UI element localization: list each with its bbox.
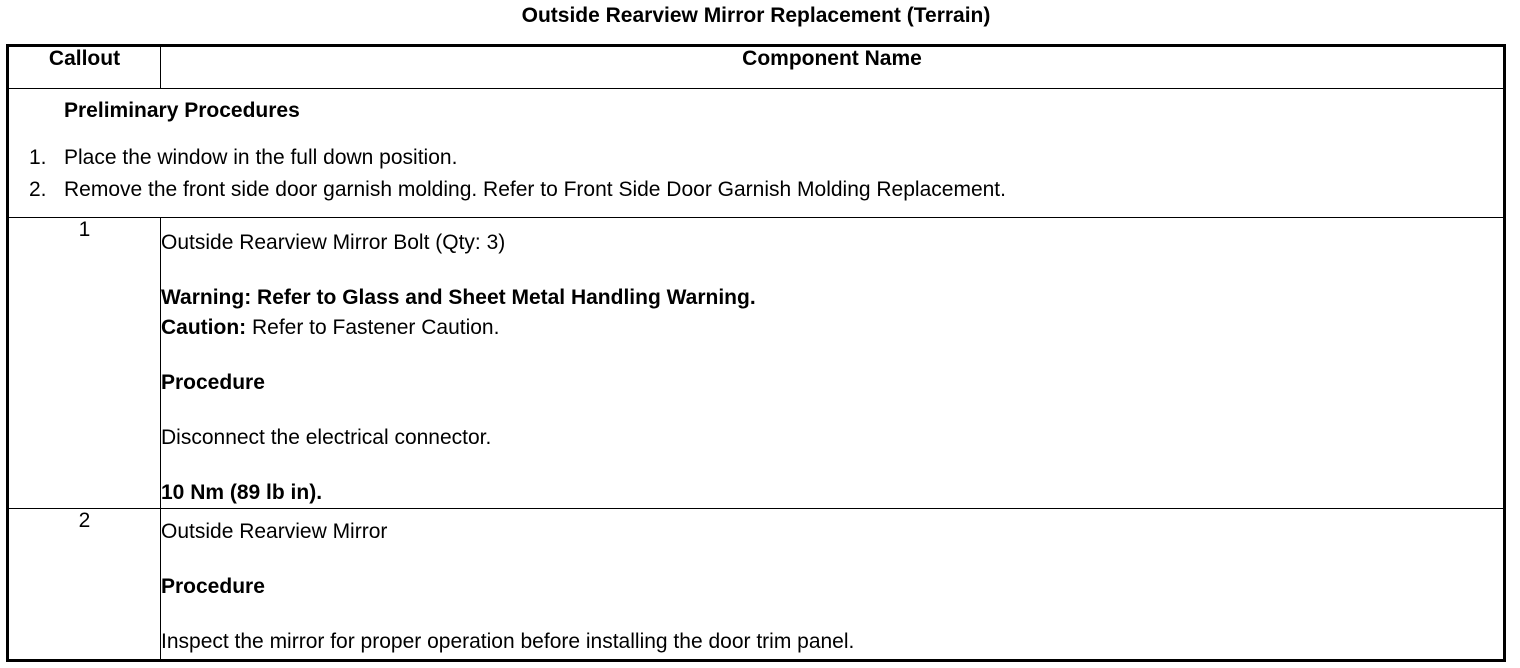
preliminary-step	[9, 174, 1503, 206]
caution-label: Caution:	[161, 316, 247, 339]
procedure-table	[6, 44, 1506, 662]
preliminary-step	[9, 142, 1503, 174]
procedure-text: Inspect the mirror for proper operation before installing the door trim panel.	[161, 630, 855, 653]
column-header-callout: Callout	[8, 46, 161, 89]
table-row	[8, 218, 1505, 509]
callout-cell: 2	[8, 509, 161, 661]
component-name: Outside Rearview Mirror	[161, 520, 388, 543]
step-number: 2.	[29, 178, 47, 201]
procedure-heading: Procedure	[161, 575, 265, 598]
step-text: Place the window in the full down position.	[64, 146, 458, 169]
procedure-text: Disconnect the electrical connector.	[161, 426, 492, 449]
caution-text	[161, 315, 1503, 341]
page-title: Outside Rearview Mirror Replacement (Terrain)	[521, 4, 991, 27]
torque-spec: 10 Nm (89 lb in).	[161, 481, 323, 504]
preliminary-steps	[9, 142, 1503, 206]
table-header-row	[8, 46, 1505, 89]
step-number: 1.	[29, 146, 47, 169]
preliminary-row	[8, 89, 1505, 218]
component-cell	[161, 509, 1505, 661]
component-cell	[161, 218, 1505, 509]
callout-cell: 1	[8, 218, 161, 509]
procedure-heading: Procedure	[161, 371, 265, 394]
column-header-component-name: Component Name	[161, 46, 1505, 89]
component-name: Outside Rearview Mirror Bolt (Qty: 3)	[161, 231, 506, 254]
caution-body: Refer to Fastener Caution.	[246, 316, 500, 339]
preliminary-heading: Preliminary Procedures	[64, 99, 300, 122]
step-text: Remove the front side door garnish molding. Refer to Front Side Door Garnish Molding Replacement.	[64, 178, 1006, 201]
table-row	[8, 509, 1505, 661]
warning-text: Warning: Refer to Glass and Sheet Metal Handling Warning.	[161, 286, 756, 309]
preliminary-cell	[8, 89, 1505, 218]
